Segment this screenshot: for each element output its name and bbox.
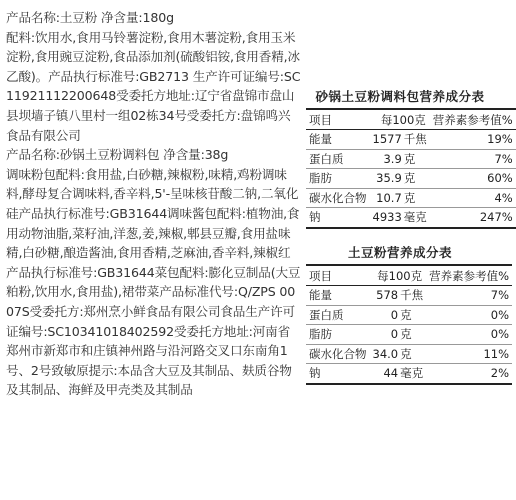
- column-header-nrv: 营养素参考值%: [430, 109, 516, 130]
- nutrient-name: 钠: [309, 210, 321, 225]
- nutrient-nrv: 2%: [490, 366, 510, 381]
- nutrition-table-title: 土豆粉营养成分表: [347, 245, 452, 260]
- table-header-row: [306, 109, 516, 130]
- nutrient-nrv: 11%: [426, 344, 512, 364]
- nutrient-nrv: 0%: [426, 305, 512, 325]
- nutrient-unit: 克: [398, 305, 426, 325]
- column-header-nrv: 营养素参考值%: [426, 265, 512, 286]
- nutrition-table: [306, 264, 512, 385]
- nutrition-table: [306, 108, 516, 229]
- nutrient-value: 0: [370, 325, 399, 345]
- column-header-item: 项目: [306, 265, 370, 286]
- nutrient-nrv: 247%: [479, 210, 513, 225]
- nutrient-value: 34.0: [370, 344, 399, 364]
- nutrient-unit: 克: [402, 149, 430, 169]
- table-header-row: [306, 265, 512, 286]
- nutrient-value: 578: [370, 286, 399, 306]
- table-row: [306, 305, 512, 325]
- nutrition-table-title: 砂锅土豆粉调料包营养成分表: [315, 89, 485, 104]
- nutrient-name: 脂肪: [306, 325, 370, 345]
- nutrient-name: 蛋白质: [306, 305, 370, 325]
- potato-noodle-name: 产品名称:土豆粉 净含量:180g: [6, 10, 174, 25]
- nutrient-unit: 克: [398, 344, 426, 364]
- nutrient-unit: 毫克: [400, 366, 424, 381]
- nutrient-name: 能量: [306, 286, 370, 306]
- nutrient-name: 碳水化合物: [306, 188, 370, 208]
- nutrient-unit: 千焦: [402, 130, 430, 150]
- table-row: [306, 325, 512, 345]
- nutrient-unit: 克: [402, 188, 430, 208]
- column-header-item: 项目: [306, 109, 370, 130]
- nutrient-unit: 毫克: [403, 210, 427, 225]
- nutrient-nrv: 7%: [426, 286, 512, 306]
- table-row: [306, 286, 512, 306]
- seasoning-nutrition-panel: [306, 86, 513, 229]
- nutrient-value: 3.9: [370, 149, 402, 169]
- table-row: [306, 364, 512, 384]
- nutrient-name: 脂肪: [306, 169, 370, 189]
- table-row: [306, 208, 516, 228]
- table-row: [306, 188, 516, 208]
- seasoning-pack-name: 产品名称:砂锅土豆粉调料包 净含量:38g: [6, 147, 229, 163]
- nutrient-nrv: 60%: [430, 169, 516, 189]
- nutrient-value: 0: [370, 305, 399, 325]
- table-row: [306, 344, 512, 364]
- product-info-text: [6, 8, 302, 400]
- column-header-per100g: 每100克: [370, 109, 430, 130]
- nutrient-nrv: 7%: [430, 149, 516, 169]
- nutrient-unit: 克: [398, 325, 426, 345]
- nutrient-name: 能量: [306, 130, 370, 150]
- nutrient-unit: 克: [402, 169, 430, 189]
- nutrient-value: 35.9: [370, 169, 402, 189]
- nutrient-value: 4933: [372, 210, 402, 225]
- seasoning-pack-ingredients: 调味粉包配料:食用盐,白砂糖,辣椒粉,味精,鸡粉调味料,酵母复合调味料,香辛料,5'-呈味核苷酸二钠,二氧化硅产品执行标准号:GB31644调味酱包配料:植物油,食用动物油脂,菜籽油,洋葱,姜,辣椒,郫县豆瓣,食用盐味精,白砂糖,酿造酱油,食用香精,芝麻油,香辛料,辣椒红产品执行标准号:GB31644菜包配料:膨化豆制品(大豆粕粉,饮用水,食用盐),裙带菜产品标准代号:Q/ZPS 0007S受委托方:郑州烹小鲜食品有限公司食品生产许可证编号:SC10341018402592受委托方地址:河南省郑州市新郑市和庄镇神州路与沿河路交叉口东南角1号、2号致敏原提示:本品含大豆及其制品、麸质谷物及其制品、海鲜及甲壳类及其制品: [6, 166, 301, 398]
- nutrient-value: 44: [383, 366, 399, 381]
- potato-noodle-ingredients: 配料:饮用水,食用马铃薯淀粉,食用木薯淀粉,食用玉米淀粉,食用豌豆淀粉,食品添加剂(硫酸铝铵,食用香精,冰乙酸)。产品执行标准号:GB2713 生产许可证编号:SC11921112200648受委托方地址:辽宁省盘锦市盘山县坝墙子镇八里村一组02栋34号受委托方:盘锦鸣兴食品有限公司: [6, 29, 301, 143]
- nutrient-nrv: 19%: [430, 130, 516, 150]
- nutrient-value: 10.7: [370, 188, 402, 208]
- nutrient-unit: 千焦: [398, 286, 426, 306]
- nutrient-value: 1577: [370, 130, 402, 150]
- nutrient-name: 蛋白质: [306, 149, 370, 169]
- column-header-per100g: 每100克: [370, 265, 427, 286]
- table-row: [306, 169, 516, 189]
- nutrient-nrv: 0%: [426, 325, 512, 345]
- potato-noodle-nutrition-panel: [306, 242, 510, 385]
- nutrient-name: 钠: [309, 366, 321, 381]
- table-row: [306, 149, 516, 169]
- nutrient-nrv: 4%: [430, 188, 516, 208]
- nutrient-name: 碳水化合物: [306, 344, 370, 364]
- table-row: [306, 130, 516, 150]
